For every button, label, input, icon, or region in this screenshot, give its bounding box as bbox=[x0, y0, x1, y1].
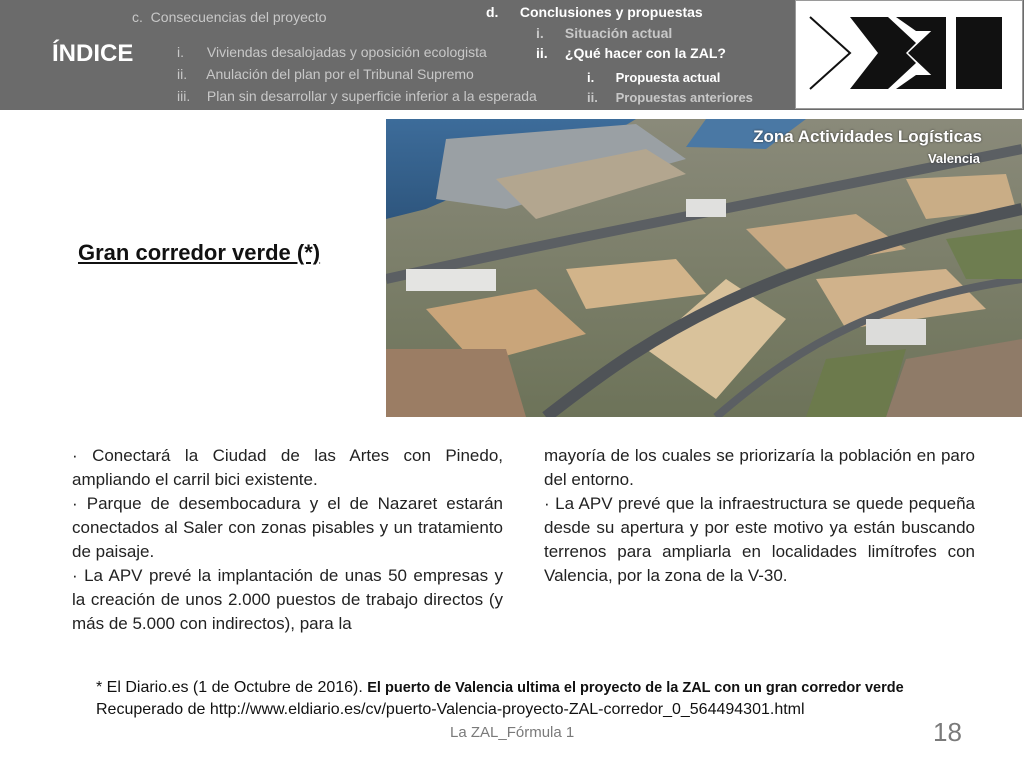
photo-subtitle: Valencia bbox=[927, 151, 980, 166]
toc-number: d. bbox=[486, 4, 499, 20]
toc-number: i. bbox=[587, 70, 595, 85]
toc-item-d-ii-ii[interactable] bbox=[587, 90, 753, 105]
toc-item-d-ii[interactable] bbox=[536, 45, 726, 61]
toc-label: Propuestas anteriores bbox=[615, 90, 753, 105]
reference-title: El puerto de Valencia ultima el proyecto de la ZAL con un gran corredor verde bbox=[367, 680, 904, 696]
formula1-logo bbox=[795, 0, 1023, 109]
toc-label: Propuesta actual bbox=[615, 70, 721, 85]
toc-item-d-i[interactable] bbox=[536, 25, 672, 41]
right-text-column bbox=[544, 444, 975, 588]
toc-label: Conclusiones y propuestas bbox=[519, 4, 703, 20]
toc-number: ii. bbox=[177, 66, 188, 82]
toc-number: ii. bbox=[536, 45, 548, 61]
paragraph: · Parque de desembocadura y el de Nazaret estarán conectados al Saler con zonas pisables y un tratamiento de paisaje. bbox=[72, 494, 503, 561]
reference-prefix: * El Diario.es (1 de Octubre de 2016). bbox=[96, 679, 363, 696]
paragraph: · La APV prevé la implantación de unas 50 empresas y la creación de unos 2.000 puestos de trabajo directos (y más de 5.000 con indirectos), para la bbox=[72, 566, 503, 633]
toc-label: Viviendas desalojadas y oposición ecologista bbox=[206, 44, 487, 60]
toc-item-c-i[interactable] bbox=[177, 44, 487, 60]
toc-number: c. bbox=[132, 9, 143, 25]
toc-item-d[interactable] bbox=[486, 4, 703, 20]
section-title: Gran corredor verde (*) bbox=[78, 240, 321, 265]
paragraph: · La APV prevé que la infraestructura se quede pequeña desde su apertura y por este motivo ya están buscando terrenos para ampliarla en localidades limítrofes con Valencia, por la zona de la V-30. bbox=[544, 494, 975, 585]
reference-url[interactable]: Recuperado de http://www.eldiario.es/cv/puerto-Valencia-proyecto-ZAL-corredor_0_564494301.html bbox=[96, 701, 805, 718]
toc-label: Plan sin desarrollar y superficie inferior a la esperada bbox=[206, 88, 537, 104]
toc-label: ¿Qué hacer con la ZAL? bbox=[564, 45, 726, 61]
paragraph: · Conectará la Ciudad de las Artes con Pinedo, ampliando el carril bici existente. bbox=[72, 446, 503, 489]
page-number: 18 bbox=[933, 717, 962, 747]
left-text-column bbox=[72, 444, 503, 636]
paragraph: mayoría de los cuales se priorizaría la población en paro del entorno. bbox=[544, 446, 975, 489]
index-title: ÍNDICE bbox=[52, 40, 134, 67]
index-header bbox=[0, 0, 1024, 110]
aerial-image bbox=[386, 119, 1022, 417]
toc-label: Consecuencias del proyecto bbox=[150, 9, 327, 25]
xi-logo-icon bbox=[796, 1, 1022, 108]
zal-aerial-photo bbox=[386, 119, 1022, 417]
toc-label: Situación actual bbox=[564, 25, 673, 41]
toc-number: i. bbox=[177, 44, 184, 60]
toc-number: ii. bbox=[587, 90, 598, 105]
toc-number: i. bbox=[536, 25, 544, 41]
photo-title: Zona Actividades Logísticas bbox=[753, 127, 982, 146]
toc-number: iii. bbox=[177, 88, 191, 104]
reference-note bbox=[96, 677, 904, 720]
reference-line-1 bbox=[96, 677, 904, 699]
toc-item-c[interactable] bbox=[132, 9, 327, 25]
footer-label: La ZAL_Fórmula 1 bbox=[450, 724, 575, 741]
toc-item-c-iii[interactable] bbox=[177, 88, 537, 104]
toc-item-d-ii-i[interactable] bbox=[587, 70, 720, 85]
toc-item-c-ii[interactable] bbox=[177, 66, 474, 82]
toc-label: Anulación del plan por el Tribunal Supremo bbox=[206, 66, 474, 82]
